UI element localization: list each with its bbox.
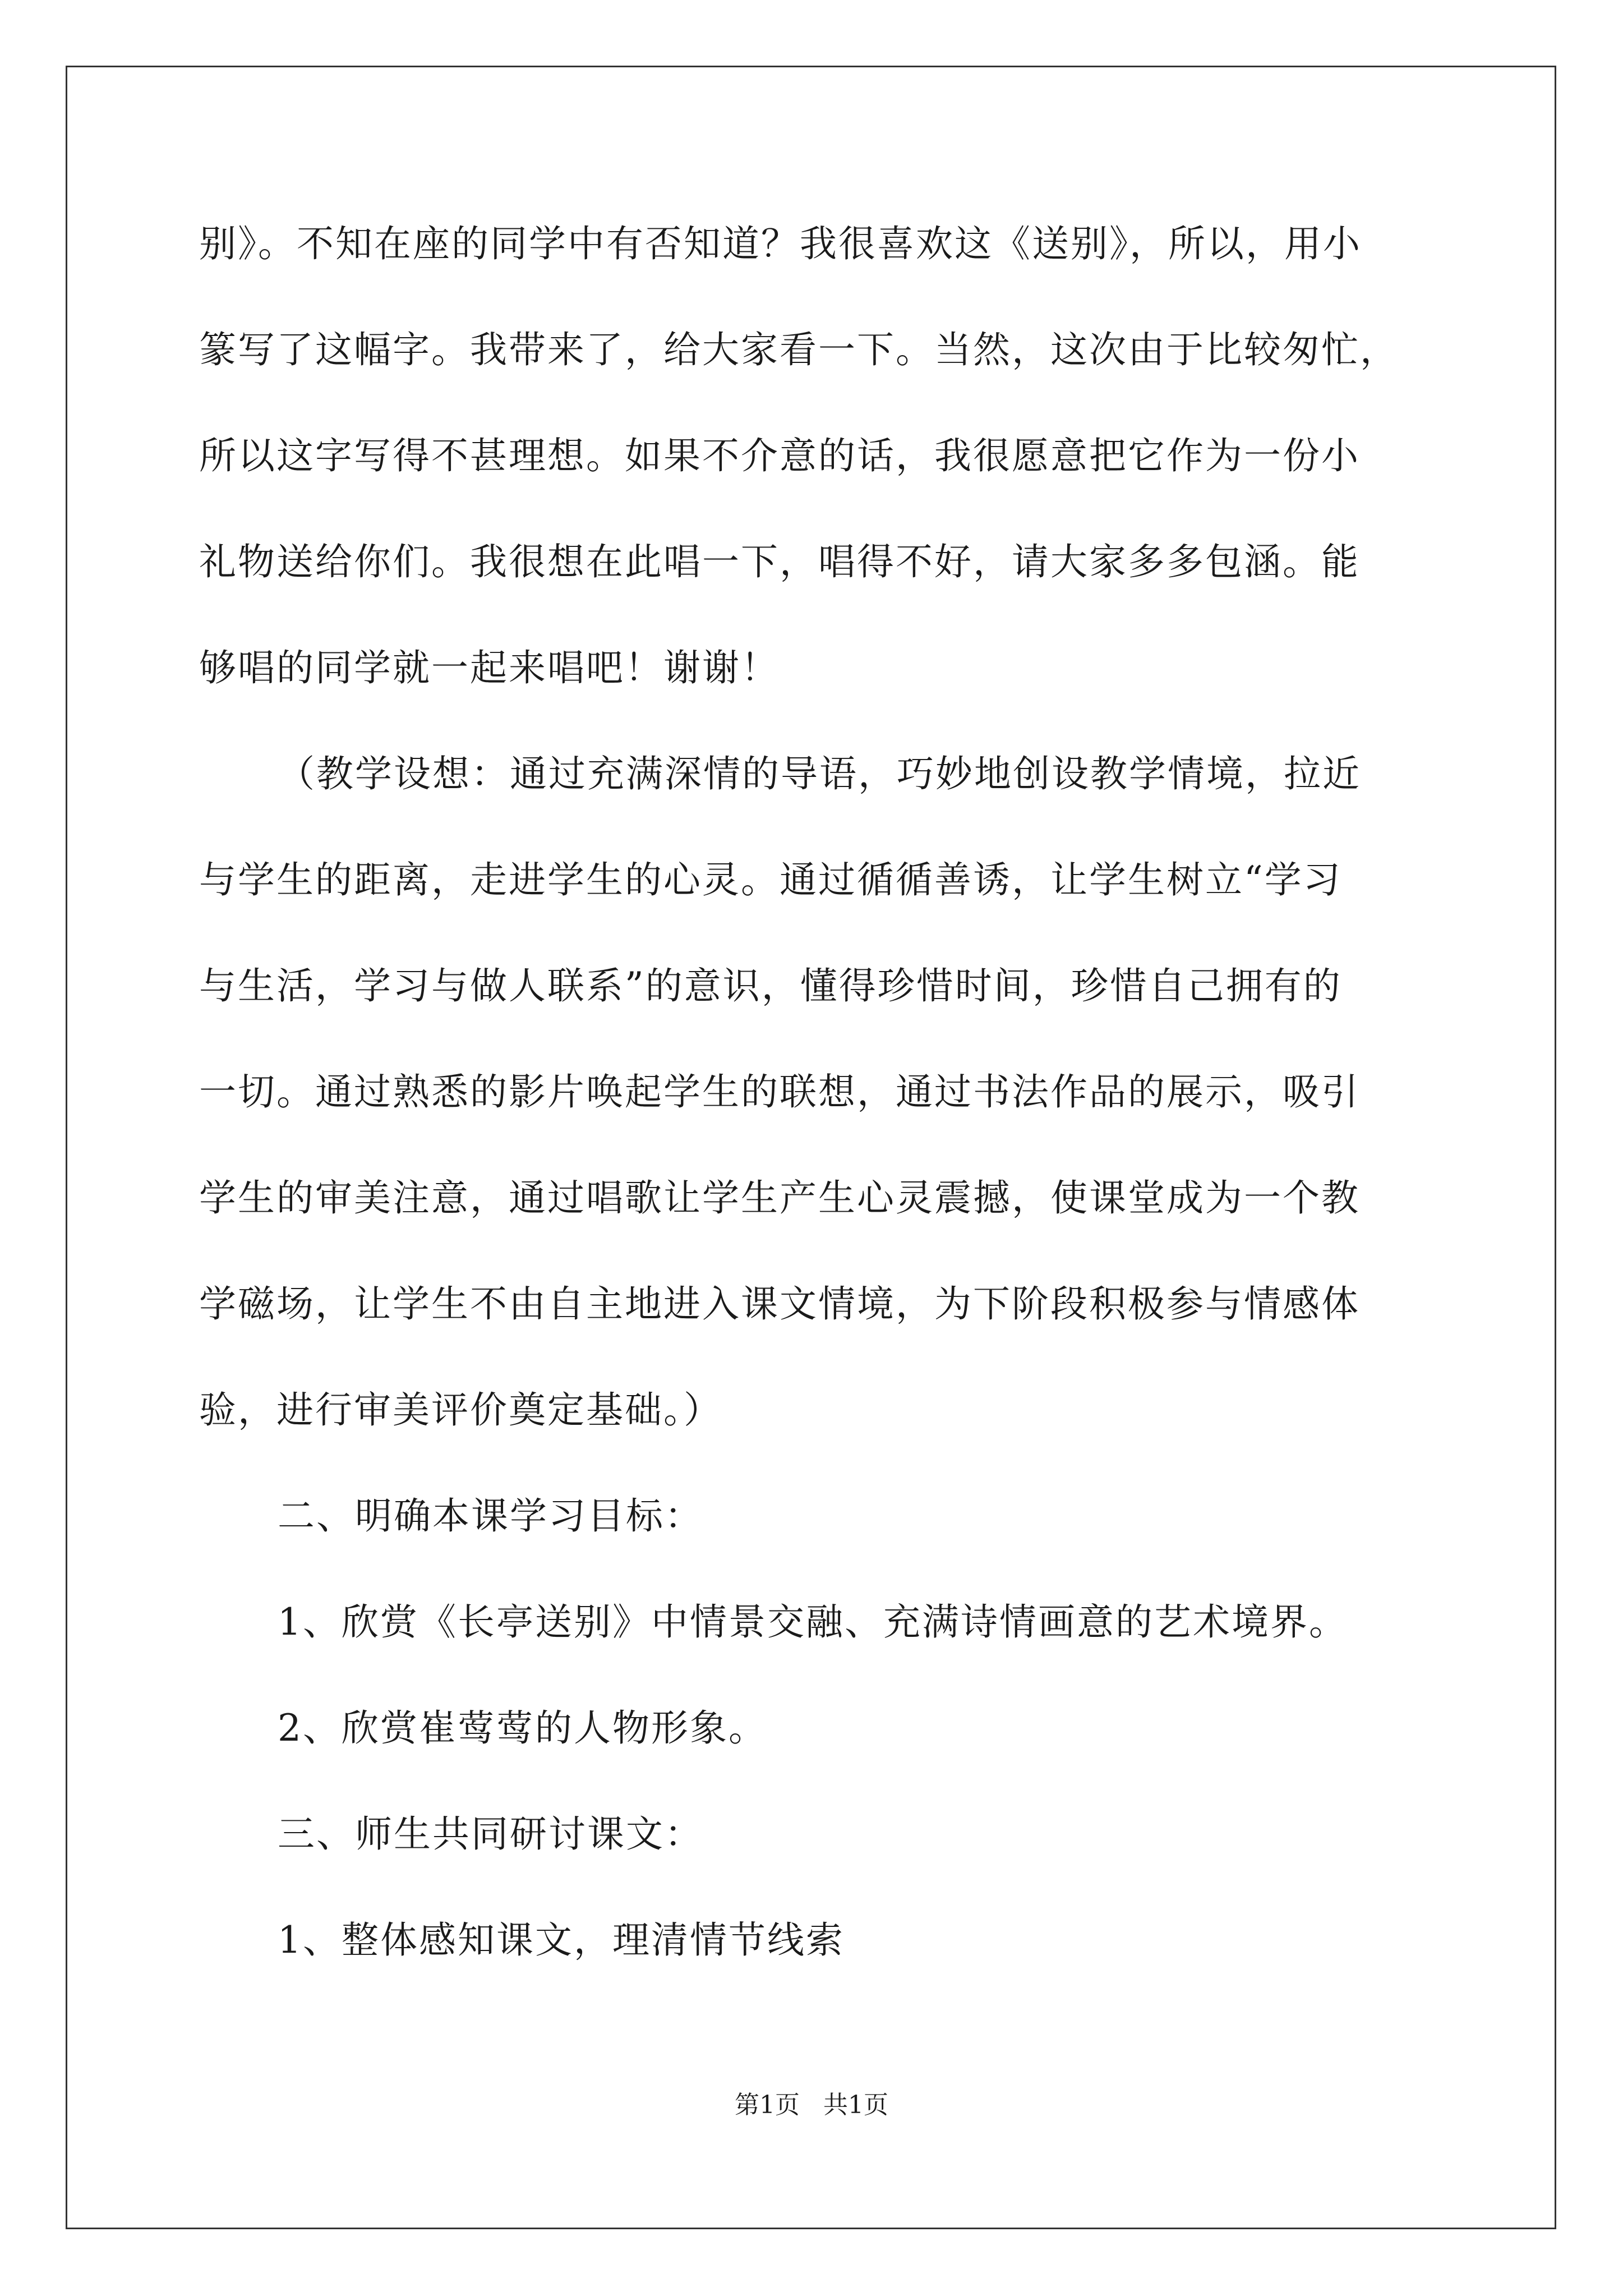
page-border bbox=[66, 66, 1556, 2229]
list-item: 1、整体感知课文，理清情节线索 bbox=[278, 1918, 845, 1962]
list-item: 1、欣赏《长亭送别》中情景交融、充满诗情画意的艺术境界。 bbox=[278, 1600, 1348, 1644]
text-line: 与学生的距离，走进学生的心灵。通过循循善诱，让学生树立“学习 bbox=[199, 858, 1342, 901]
text-line: 与生活，学习与做人联系”的意识，懂得珍惜时间，珍惜自己拥有的 bbox=[199, 964, 1342, 1007]
text-line: 学磁场，让学生不由自主地进入课文情境，为下阶段积极参与情感体 bbox=[199, 1282, 1360, 1326]
text-line: 礼物送给你们。我很想在此唱一下，唱得不好，请大家多多包涵。能 bbox=[199, 540, 1360, 583]
section-heading: 二、明确本课学习目标： bbox=[278, 1494, 703, 1538]
paragraph-start-line: （教学设想：通过充满深情的导语，巧妙地创设教学情境，拉近 bbox=[278, 752, 1361, 795]
text-line: 学生的审美注意，通过唱歌让学生产生心灵震撼，使课堂成为一个教 bbox=[199, 1176, 1360, 1220]
text-line: 篆写了这幅字。我带来了，给大家看一下。当然，这次由于比较匆忙， bbox=[199, 328, 1399, 371]
section-heading: 三、师生共同研讨课文： bbox=[278, 1812, 703, 1856]
page-footer: 第1页 共1页 bbox=[735, 2091, 888, 2119]
text-line: 够唱的同学就一起来唱吧！谢谢！ bbox=[199, 646, 780, 689]
text-line: 别》。不知在座的同学中有否知道？我很喜欢这《送别》，所以，用小 bbox=[199, 222, 1362, 265]
text-line: 验，进行审美评价奠定基础。） bbox=[199, 1388, 722, 1432]
text-line: 所以这字写得不甚理想。如果不介意的话，我很愿意把它作为一份小 bbox=[199, 434, 1360, 477]
list-item: 2、欣赏崔莺莺的人物形象。 bbox=[278, 1706, 767, 1750]
text-line: 一切。通过熟悉的影片唤起学生的联想，通过书法作品的展示，吸引 bbox=[199, 1070, 1360, 1114]
